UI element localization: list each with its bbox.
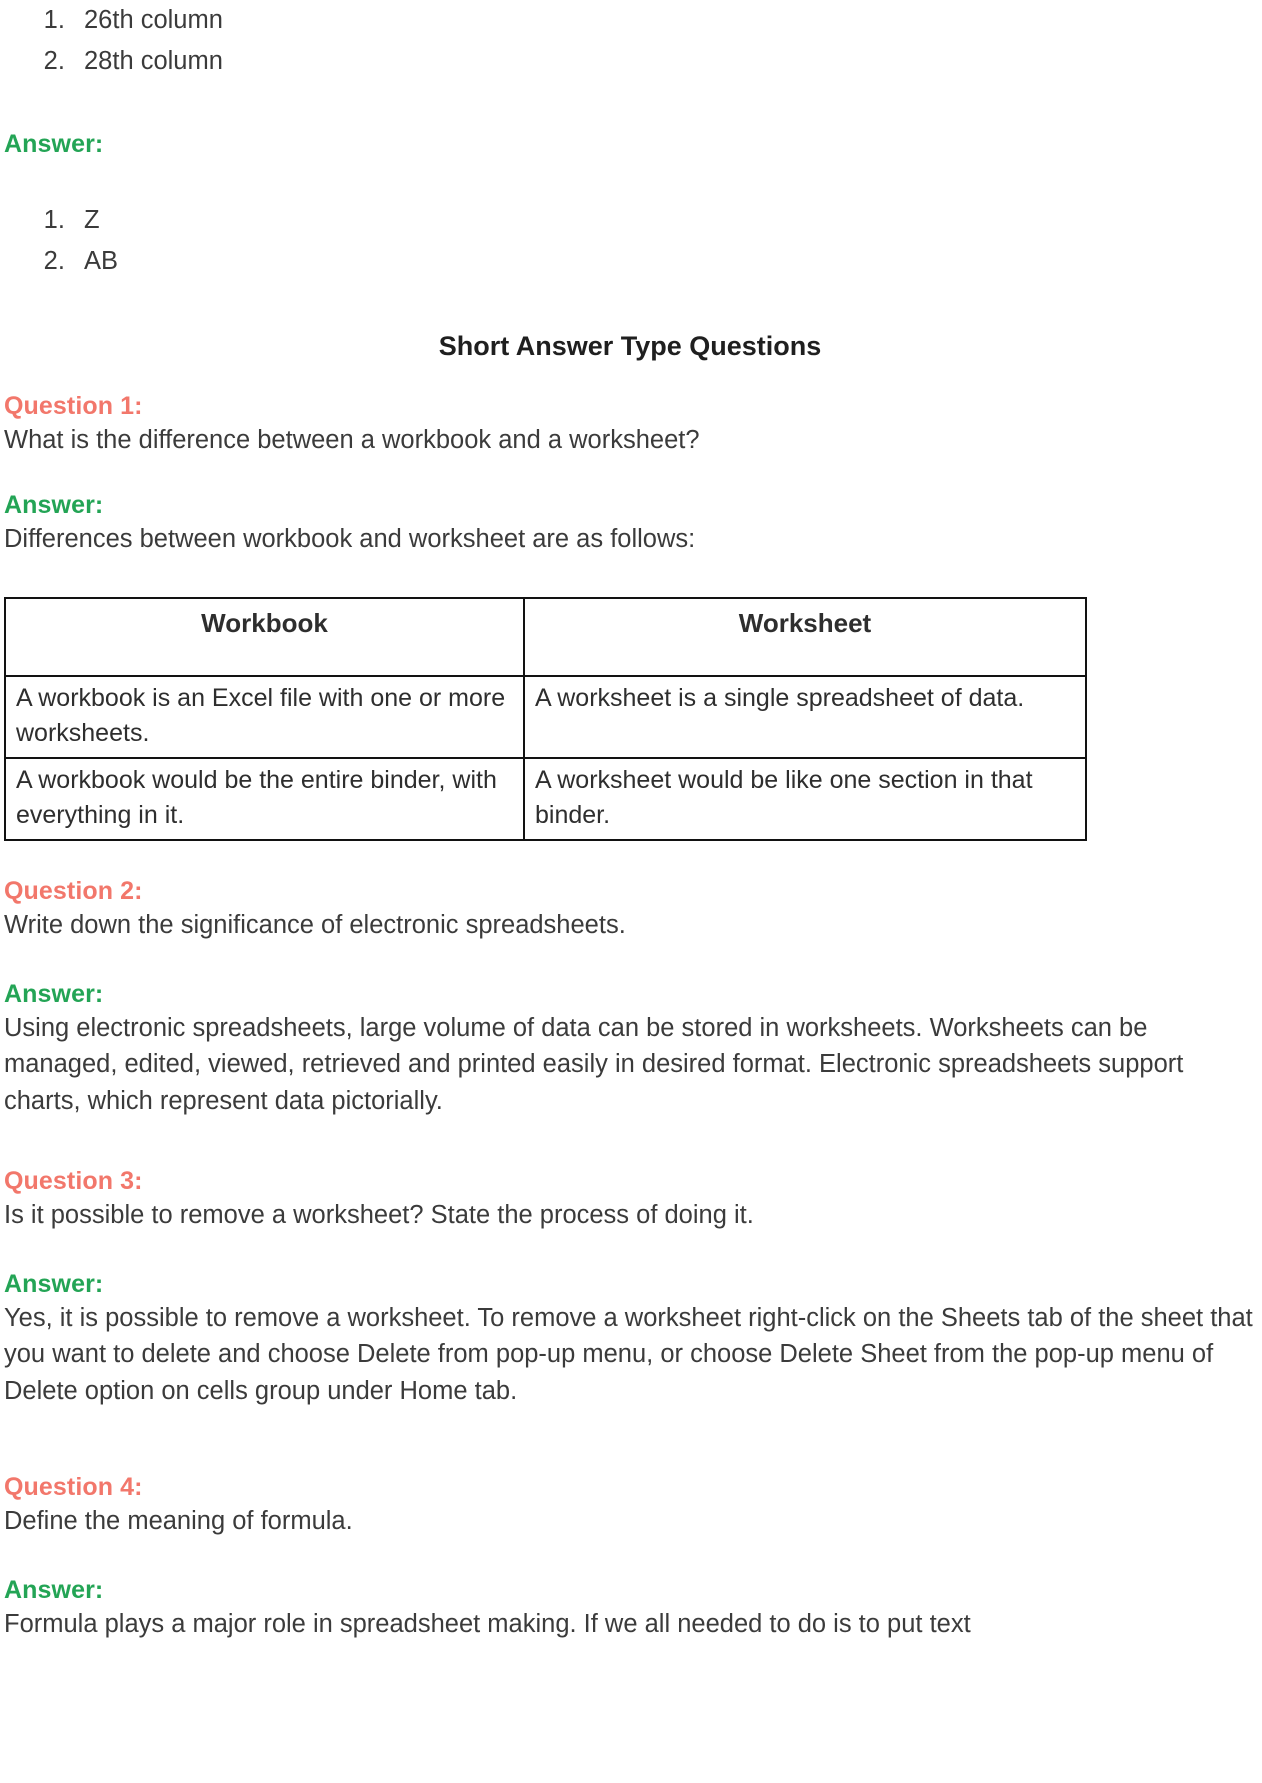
table-header-workbook: Workbook: [5, 598, 524, 676]
list-item: 2. AB: [72, 241, 1256, 282]
question-3-text: Is it possible to remove a worksheet? State the process of doing it.: [4, 1201, 754, 1229]
table-cell: A worksheet is a single spreadsheet of data.: [524, 676, 1086, 758]
answer-1-heading: Answer:: [4, 490, 104, 519]
question-1-heading: Question 1:: [4, 392, 143, 420]
answer-options-list: [4, 200, 1256, 282]
table-header-row: [5, 598, 1086, 676]
answer-2-text: Using electronic spreadsheets, large volume of data can be stored in worksheets. Worksheets can be managed, edited, viewed, retrieved and printed easily in desired format. Electronic spreadsheets support charts, which represent data pictorially.: [4, 1013, 1184, 1115]
question-4-heading: Question 4:: [4, 1473, 143, 1501]
question-3-heading: Question 3:: [4, 1167, 143, 1195]
question-2-text: Write down the significance of electronic spreadsheets.: [4, 911, 626, 939]
answer-2-heading: Answer:: [4, 979, 104, 1008]
answer-heading: Answer:: [4, 130, 104, 158]
table-cell: A workbook is an Excel file with one or more worksheets.: [5, 676, 524, 758]
answer-1-intro: Differences between workbook and worksheet are as follows:: [4, 524, 696, 553]
table-row: [5, 676, 1086, 758]
question-1-text: What is the difference between a workbook and a worksheet?: [4, 426, 700, 454]
answer-3-text: Yes, it is possible to remove a worksheet. To remove a worksheet right-click on the Sheets tab of the sheet that you want to delete and choose Delete from pop-up menu, or choose Delete Sheet from the pop-up menu of Delete option on cells group under Home tab.: [4, 1303, 1253, 1405]
table-row: [5, 758, 1086, 840]
list-item: 2. 28th column: [72, 41, 1256, 82]
list-item: 1. 26th column: [72, 0, 1256, 41]
answer-4-heading: Answer:: [4, 1575, 104, 1604]
list-item: 1. Z: [72, 200, 1256, 241]
answer-3-heading: Answer:: [4, 1269, 104, 1298]
table-header-worksheet: Worksheet: [524, 598, 1086, 676]
table-cell: A worksheet would be like one section in that binder.: [524, 758, 1086, 840]
options-list: [4, 0, 1256, 82]
question-4-text: Define the meaning of formula.: [4, 1507, 353, 1535]
workbook-worksheet-table: [4, 597, 1087, 841]
question-2-heading: Question 2:: [4, 877, 143, 905]
answer-4-text: Formula plays a major role in spreadsheet making. If we all needed to do is to put text: [4, 1609, 971, 1638]
table-cell: A workbook would be the entire binder, with everything in it.: [5, 758, 524, 840]
section-title: Short Answer Type Questions: [438, 331, 822, 361]
